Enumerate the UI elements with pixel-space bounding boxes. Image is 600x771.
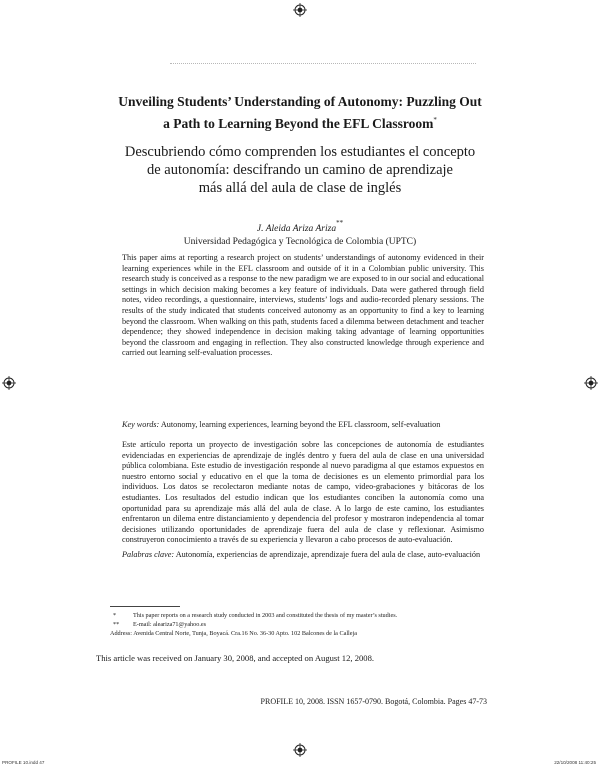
print-slug-file: PROFILE 10.indd 47 <box>2 760 45 765</box>
registration-mark-icon <box>584 376 598 390</box>
footnote-1-mark: * <box>113 612 117 619</box>
footnote-divider <box>110 606 180 607</box>
keywords-spanish <box>122 550 484 561</box>
abstract-english: This paper aims at reporting a research project on students’ understandings of autonomy evidenced in their learning experiences while in the EFL classroom and outside of it in a Colombian public university. This research study is conceived as a response to the new paradigm we are exposed to in our social and educational settings in which decision making becomes a key feature of individuals. Data were gathered through field notes, video recordings, a questionnaire, interviews, students’ logs and audio-recorded plenary sessions. The results of the study indicated that students conceived autonomy as an opportunity to find a key to learning beyond the classroom. When walking on this path, students faced a dilemma between detachment and teacher dependence; they showed independence in decision making taking advantage of learning opportunities beyond the classroom and engaging in reflection. They also constructed knowledge through experience and carried out learning self-evaluation processes. <box>122 253 484 358</box>
keywords-spanish-text: Autonomía, experiencias de aprendizaje, aprendizaje fuera del aula de clase, auto-evaluación <box>175 550 481 559</box>
footnote-2-mark: ** <box>113 621 120 628</box>
author-footnote-mark: ** <box>336 219 344 227</box>
article-subtitle <box>110 143 490 197</box>
keywords-spanish-label: Palabras clave: <box>122 550 175 559</box>
registration-mark-icon <box>293 3 307 17</box>
footnote-1-text: This paper reports on a research study conducted in 2003 and constituted the thesis of my master’s studies. <box>133 612 398 619</box>
print-slug-timestamp: 22/10/2008 11:40:25 <box>554 760 596 765</box>
author-affiliation: Universidad Pedagógica y Tecnológica de Colombia (UPTC) <box>183 237 417 247</box>
author-block <box>120 217 480 249</box>
publication-info: PROFILE 10, 2008. ISSN 1657-0790. Bogotá, Colombia. Pages 47-73 <box>260 697 487 706</box>
title-line-1: Unveiling Students’ Understanding of Autonomy: Puzzling Out <box>118 94 482 109</box>
registration-mark-icon <box>2 376 16 390</box>
footnote-2-text: E-mail: aleariza71@yahoo.es <box>133 621 207 628</box>
title-footnote-mark: * <box>433 116 437 124</box>
footnote-2 <box>110 621 490 630</box>
title-line-2-text: a Path to Learning Beyond the EFL Classroom <box>163 116 434 131</box>
keywords-english-label: Key words: <box>122 420 160 429</box>
title-line-2 <box>90 111 510 133</box>
header-divider <box>170 63 476 65</box>
subtitle-line-2: de autonomía: descifrando un camino de aprendizaje <box>147 162 453 178</box>
subtitle-line-3: más allá del aula de clase de inglés <box>198 180 402 196</box>
received-note: This article was received on January 30, 2008, and accepted on August 12, 2008. <box>96 653 375 663</box>
subtitle-line-1: Descubriendo cómo comprenden los estudiantes el concepto <box>124 144 476 160</box>
keywords-english <box>122 420 484 431</box>
registration-mark-icon <box>293 743 307 757</box>
author-name-line <box>120 217 480 236</box>
abstract-spanish: Este artículo reporta un proyecto de investigación sobre las concepciones de autonomía de estudiantes evidenciadas en experiencias de aprendizaje de inglés dentro y fuera del aula de clase en una universidad pública colombiana. Este estudio de investigación responde al nuevo paradigma al que estamos expuestos en nuestro entorno social y educativo en el que la toma de decisiones es un elemento primordial para los individuos. Los datos se recolectaron mediante notas de campo, video-grabaciones y bitácoras de los estudiantes. Los resultados del estudio indican que los estudiantes conciben la autonomía como una oportunidad para su aprendizaje más allá del aula de clase. A lo largo de este camino, los estudiantes enfrentaron un dilema entre distanciamiento y dependencia del profesor y mostraron independencia al tomar decisiones utilizando oportunidades de aprendizaje fuera del aula de clase y reflexionar. Asimismo construyeron conocimiento a través de su experiencia y llevaron a cabo procesos de auto-evaluación. <box>122 440 484 545</box>
article-title <box>90 93 510 133</box>
author-name: J. Aleida Ariza Ariza <box>256 224 337 234</box>
keywords-english-text: Autonomy, learning experiences, learning beyond the EFL classroom, self-evaluation <box>160 420 441 429</box>
footnote-address: Address: Avenida Central Norte, Tunja, Boyacá. Cra.16 No. 36-30 Apto. 102 Balcones de la Calleja <box>110 630 357 637</box>
footnote-1 <box>110 612 490 621</box>
